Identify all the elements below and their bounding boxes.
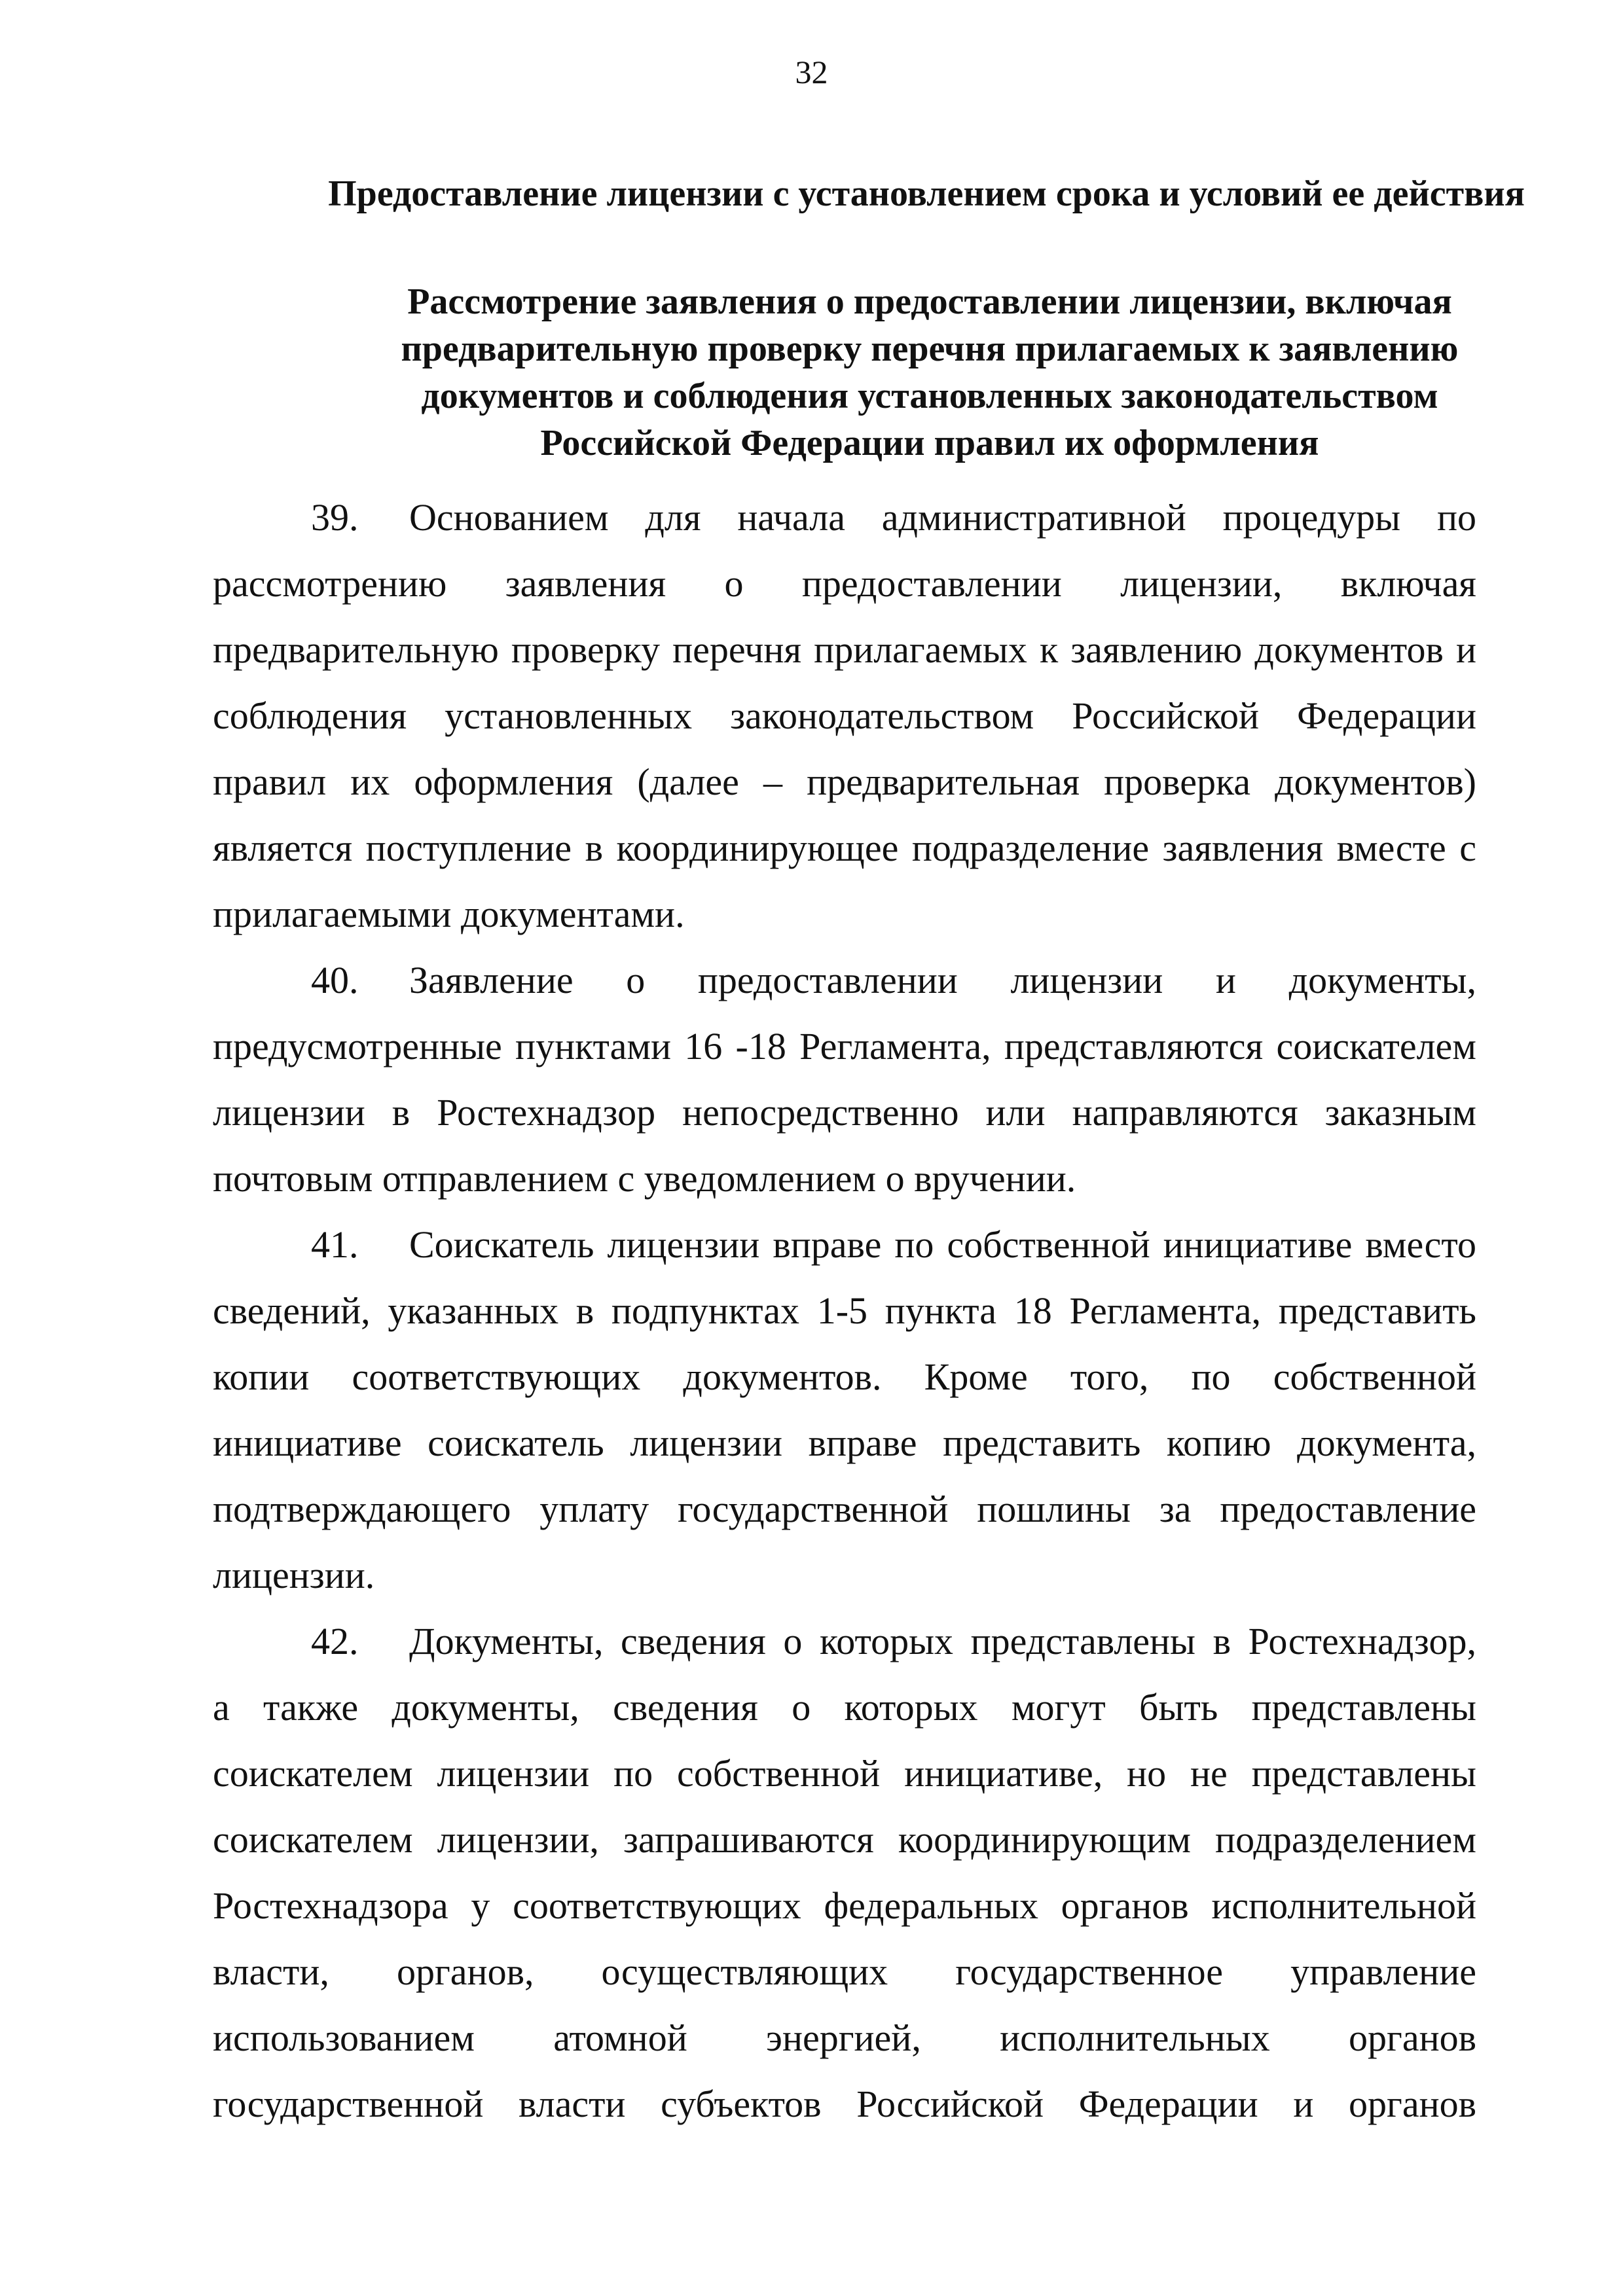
paragraph-line: предварительную проверку перечня прилагаемых к заявлению документов и <box>213 628 1476 671</box>
paragraph-line: соблюдения установленных законодательством Российской Федерации <box>213 694 1476 737</box>
paragraph-line <box>213 947 1476 1013</box>
paragraph-line <box>213 484 1476 550</box>
paragraph-line-text: Соискатель лицензии вправе по собственной инициативе вместо <box>409 1223 1476 1266</box>
paragraph-line: копии соответствующих документов. Кроме того, по собственной <box>213 1355 1476 1398</box>
paragraph-line: предусмотренные пунктами 16 -18 Регламента, представляются соискателем <box>213 1025 1476 1067</box>
subsection-heading <box>216 278 1623 467</box>
paragraph-line: сведений, указанных в подпунктах 1-5 пункта 18 Регламента, представить <box>213 1289 1476 1332</box>
paragraph-line <box>213 1211 1476 1278</box>
paragraph-line: правил их оформления (далее – предварительная проверка документов) <box>213 761 1476 803</box>
paragraph-number: 40. <box>311 959 359 1001</box>
paragraph-40 <box>213 947 1476 1211</box>
paragraph-number: 39. <box>311 496 359 539</box>
paragraph-line: лицензии в Ростехнадзор непосредственно или направляются заказным <box>213 1091 1476 1134</box>
paragraph-line: а также документы, сведения о которых могут быть представлены <box>213 1686 1476 1729</box>
subsection-heading-line: предварительную проверку перечня прилагаемых к заявлению <box>401 329 1459 369</box>
paragraph-line: соискателем лицензии, запрашиваются координирующим подразделением <box>213 1818 1476 1861</box>
paragraph-number: 41. <box>311 1223 359 1266</box>
paragraph-line: лицензии. <box>213 1554 375 1596</box>
paragraph-line: инициативе соискатель лицензии вправе представить копию документа, <box>213 1422 1476 1464</box>
paragraph-line: почтовым отправлением с уведомлением о вручении. <box>213 1157 1076 1200</box>
paragraph-line: власти, органов, осуществляющих государственное управление <box>213 1950 1476 1993</box>
paragraph-line-text: Заявление о предоставлении лицензии и документы, <box>409 959 1476 1001</box>
paragraph-39 <box>213 484 1476 947</box>
paragraph-line: соискателем лицензии по собственной инициативе, но не представлены <box>213 1752 1476 1795</box>
paragraph-number: 42. <box>311 1620 359 1662</box>
subsection-heading-line: документов и соблюдения установленных законодательством <box>421 376 1438 416</box>
subsection-heading-line: Рассмотрение заявления о предоставлении лицензии, включая <box>407 281 1452 322</box>
section-heading: Предоставление лицензии с установлением срока и условий ее действия <box>328 173 1525 214</box>
paragraph-41 <box>213 1211 1476 1608</box>
paragraph-line <box>213 1608 1476 1674</box>
subsection-heading-line: Российской Федерации правил их оформления <box>540 423 1319 463</box>
page-number: 32 <box>795 54 828 90</box>
paragraph-line-text: Основанием для начала административной процедуры по <box>409 496 1476 539</box>
paragraph-42 <box>213 1608 1476 2137</box>
paragraph-line: прилагаемыми документами. <box>213 893 685 935</box>
paragraph-line: Ростехнадзора у соответствующих федеральных органов исполнительной <box>213 1884 1476 1927</box>
paragraph-line: использованием атомной энергией, исполнительных органов <box>213 2017 1476 2059</box>
paragraph-line: государственной власти субъектов Российской Федерации и органов <box>213 2083 1476 2125</box>
paragraph-line: является поступление в координирующее подразделение заявления вместе с <box>213 827 1476 869</box>
paragraph-line: рассмотрению заявления о предоставлении лицензии, включая <box>213 562 1476 605</box>
paragraph-line-text: Документы, сведения о которых представлены в Ростехнадзор, <box>409 1620 1476 1662</box>
body-text <box>213 484 1476 2137</box>
paragraph-line: подтверждающего уплату государственной пошлины за предоставление <box>213 1488 1476 1530</box>
